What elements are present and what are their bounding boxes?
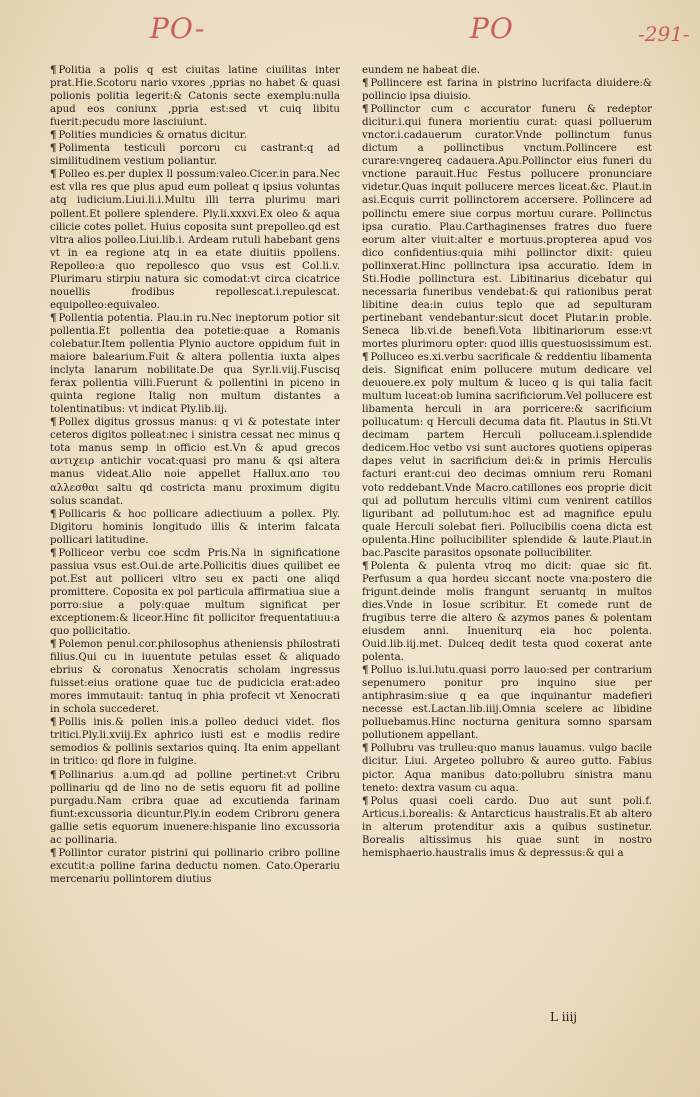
dictionary-entry <box>50 847 340 886</box>
pilcrow-icon: ¶ <box>50 129 57 142</box>
entry-text: Polimenta testiculi porcoru cu castrant:q ad similitudinem vestium poliantur. <box>50 143 340 168</box>
dictionary-entry <box>50 769 340 847</box>
dictionary-entry <box>50 129 340 142</box>
entry-text: Polenta & pulenta vtroq mo dicit: quae sic fit. Perfusum a qua hordeu siccant nocte vna:postero die frigunt.deinde molis frangunt seruantq in multos dies.Vnde in Iosue scribitur. Et comede runt de frugibus terre die altero & azymos panes & polentam eiusdem anni. Inueniturq eia hoc polenta. Ouid.lib.iij.met. Dulceq dedit testa quod coxerat ante polenta. <box>362 560 652 664</box>
pilcrow-icon: ¶ <box>50 638 57 651</box>
pilcrow-icon: ¶ <box>362 742 369 755</box>
pilcrow-icon: ¶ <box>50 168 57 181</box>
dictionary-entry <box>50 716 340 768</box>
entry-text: Pollis inis.& pollen inis.a polleo deduci videt. flos tritici.Ply.li.xviij.Ex aphrico iusti est e modiis redire semodios & pollinis sextarios quinq. Ita enim appellant in tritico: qd flore in fulgine. <box>50 717 340 768</box>
folio-number: -291- <box>638 22 690 46</box>
dictionary-entry <box>50 638 340 716</box>
entry-text: Pollintor curator pistrini qui pollinario cribro polline excutit:a polline farina deductu nomen. Cato.Operariu mercenariu pollintorem diutius <box>50 847 340 885</box>
entry-text: Polemon penul.cor.philosophus atheniensis philostrati filius.Qui cu in iuuentute petulas esset & aliquado ebrius & coronatus Xenocratis scholam ingressus fuisset:eius oratione quae tuc de pudicicia erat:adeo mores immutauit: tantuq in phia profecit vt Xenocrati in schola succederet. <box>50 639 340 716</box>
pilcrow-icon: ¶ <box>50 768 57 781</box>
dictionary-entry <box>362 560 652 664</box>
dictionary-entry <box>50 547 340 638</box>
entry-text: Pollex digitus grossus manus: q vi & potestate inter ceteros digitos polleat:nec i sinistra cessat nec minus q tota manus semp in officio est.Vn & apud grecos αντιχειρ antichir vocat:quasi pro manu & qsi altera manus videat.Alio noie appellet Hallux.απο του αλλεσθαι saltu qd costricta manu proximum digitu solus scandat. <box>50 417 340 507</box>
entry-text: Polliceor verbu coe scdm Pris.Na in significatione passiua vsus est.Oui.de arte.Pollicitis diues quilibet ee pot.Est aut polliceri vltro seu ex pacti one aliqd promittere. Coposita ex pol particula affirmatiua siue a porro:siue a poly:quae multum significat per exceptionem:& liceor.Hinc fit pollicitor frequentatiuu:a quo pollicitatio. <box>50 547 340 638</box>
running-head-right: PO <box>470 12 514 45</box>
dictionary-entry <box>50 508 340 547</box>
pilcrow-icon: ¶ <box>362 664 369 677</box>
entry-text: Pollubru vas trulleu:quo manus lauamus. vulgo bacile dicitur. Liui. Argeteo pollubro & aureo gutto. Fabius pictor. Aqua manibus dato:pollubru sinistra manu teneto: dextra vasum cu aqua. <box>362 743 652 794</box>
running-head-left: PO- <box>150 12 206 45</box>
dictionary-entry <box>50 168 340 312</box>
entry-text: Polluo is.lui.lutu.quasi porro lauo:sed per contrarium sepenumero ponitur pro inquino siue per antiphrasim:siue q ea que inquinantur madefieri necesse est.Lactan.lib.iiij.Omnia scelere ac libidine polluebamus.Hinc nocturna genitura somno sparsam pollutionem appellant. <box>362 665 652 742</box>
pilcrow-icon: ¶ <box>362 559 369 572</box>
pilcrow-icon: ¶ <box>50 546 57 559</box>
pilcrow-icon: ¶ <box>50 716 57 729</box>
entry-text: Pollinarius a.um.qd ad polline pertinet:vt Cribru pollinariu qd de lino no de setis equoru fit ad polline purgadu.Nam cribra quae ad excutienda farinam fiunt:excussoria dicuntur.Ply.in eodem Cribroru genera gallie setis equorum inuenere:hispanie lino excussoria ac pollinaria. <box>50 769 340 846</box>
pilcrow-icon: ¶ <box>50 846 57 859</box>
dictionary-entry <box>362 77 652 103</box>
pilcrow-icon: ¶ <box>50 64 57 76</box>
entry-text: eundem ne habeat die. <box>362 65 481 76</box>
pilcrow-icon: ¶ <box>50 142 57 155</box>
dictionary-entry <box>50 64 340 129</box>
pilcrow-icon: ¶ <box>362 77 369 90</box>
entry-text: Polluceo es.xi.verbu sacrificale & reddentiu libamenta deis. Significat enim pollucere mutum dedicare vel deuouere.ex poly multum & luceo q is qui talia facit multum luceat:ob lumina sacrificiorum.Vel pollucere est libamenta herculi in ara porricere:& sacrificium pollucatum: q Herculi decuma data fit. Plautus in Sti.Vt decimam partem Herculi polluceam.i.splendide dedicem.Hoc vetbo vsi sunt auctores quotiens opiperas dapes velut in sacrificium dei:& in primis Herculis facturi erant:cui deo decimas omnium reru Romani voto reddebant.Vnde Macro.catillones eos proprie dicit qui ad pollutum herculis vltimi cum venirent catillos liguribant ad pollutum:hoc est ad magnifice epulu quale Herculi solebat fieri. Pollucibilis coena dicta est opulenta.Hinc pollucibiliter splendide & laute.Plaut.in bac.Pascite parasitos opsonate pollucibiliter. <box>362 352 652 559</box>
entry-text: Polus quasi coeli cardo. Duo aut sunt poli.f. Articus.i.borealis: & Antarcticus haustralis.Et ab altero in alterum protenditur axis a quibus sustinetur. Borealis altissimus his quae sunt in nostro hemisphaerio.haustralis imus & depressus:& qui a <box>362 795 652 859</box>
dictionary-entry <box>50 416 340 507</box>
dictionary-entry <box>362 64 652 77</box>
dictionary-entry <box>362 795 652 860</box>
dictionary-entry <box>50 142 340 168</box>
entry-text: Pollicaris & hoc pollicare adiectiuum a pollex. Ply. Digitoru hominis longitudo illis & interim falcata pollicari latitudine. <box>50 508 340 546</box>
entry-text: Pollentia potentia. Plau.in ru.Nec ineptorum potior sit pollentia.Et pollentia dea potetie:quae a Romanis colebatur.Item pollentia Plynio auctore oppidum fuit in maiore balearium.Fuit & altera pollentia iuxta alpes inclyta lanarum nobilitate.De qua Syr.li.viij.Fuscisq ferax pollentia villi.Fuerunt & pollentini in piceno in quinta regione Italig non multum distantes a tolentinatibus: vt indicat Ply.lib.iij. <box>50 312 340 416</box>
dictionary-entry <box>362 351 652 560</box>
pilcrow-icon: ¶ <box>50 311 57 324</box>
entry-text: Pollinctor cum c accurator funeru & redeptor dicitur.i.qui funera morientiu curat: quasi polluerum vnctor.i.cadauerum curator.Vnde pollinctum funus dictum a pollinctibus vnctum.Pollincere est curare:vngereq cadauera.Apu.Pollinctor eius funeri du vnctione parauit.Huc Festus pollucere pronunciare videtur.Quas inquit pollucere merces liceat.&c. Plaut.in asi.Ecquis currit pollinctorem accersere. Pollincere ad pollinctu emere siue corpus mortuu curare. Pollinctus ipsa curatio. Plau.Carthaginenses fratres duo fuere eorum alter viuit:alter e mortuus.propterea apud vos dico confidentius:quia mihi pollinctor dixit: quieu pollinxerat.Hinc pollinctura ipsa accuratio. Idem in Sti.Hodie pollinctura est. Libitinarius dicebatur qui necessaria funeribus vendebat:& qui rationibus perat libitine dea:in cuius teplo que ad sepulturam pertinebant vendebantur:sicut docet Plutar.in proble. Seneca lib.vi.de benefi.Vota libitinariorum esse:vt mortes plurimoru opter: quod illis questuosissimum est. <box>362 104 653 350</box>
entry-text: Pollincere est farina in pistrino lucrifacta diuidere:& pollincio ipsa diuisio. <box>362 78 652 103</box>
entry-text: Polleo es.per duplex ll possum:valeo.Cicer.in para.Nec est vlla res que plus apud eum polleat q ipsius voluntas atq iudicium.Liui.li.i.Multu illi terra plurimu mari pollent.Et pollere splendere. Ply.li.xxxvi.Ex oleo & aqua cilicie cotes pollet. Huius coposita sunt prepolleo.qd est vltra alios polleo.Liui.lib.i. Ardeam rutuli habebant gens vt in ea regione atq in ea etate diuitiis ppollens. Repolleo:a quo repollesco quo vsus est Col.li.v. Plurimaru stirpiu natura sic comodat:vt circa cicatrice nouellis frodibus repollescat.i.repulescat. equipolleo:equivaleo. <box>50 169 340 311</box>
entry-text: Politia a polis q est ciuitas latine ciuilitas inter prat.Hie.Scotoru nario vxores ,pprias no habet & quasi polionis politia legerit:& Catonis secte exemplu:nulla apud eos coniunx ,ppria est:sed vt cuiq libitu fuerit:pecudu more lasciuiunt. <box>50 65 340 129</box>
pilcrow-icon: ¶ <box>50 507 57 520</box>
signature-mark: L iiij <box>550 1010 578 1024</box>
entry-text: Polities mundicies & ornatus dicitur. <box>58 130 247 142</box>
pilcrow-icon: ¶ <box>50 416 57 429</box>
pilcrow-icon: ¶ <box>362 794 369 807</box>
dictionary-entry <box>362 664 652 742</box>
left-column <box>50 64 340 886</box>
dictionary-entry <box>362 742 652 794</box>
pilcrow-icon: ¶ <box>362 103 369 116</box>
dictionary-entry <box>50 312 340 416</box>
pilcrow-icon: ¶ <box>362 351 369 364</box>
dictionary-entry <box>362 103 652 351</box>
right-column <box>362 64 652 860</box>
